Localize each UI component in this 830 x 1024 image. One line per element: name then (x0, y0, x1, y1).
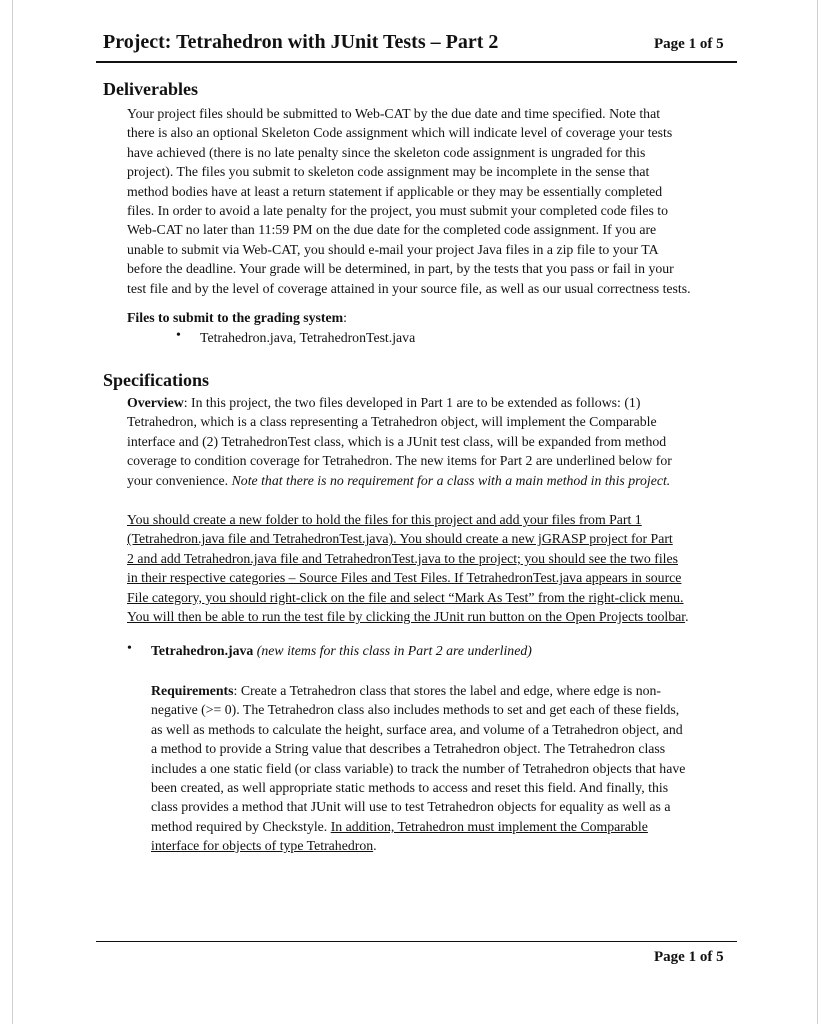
bullet-icon: • (176, 328, 181, 343)
requirements-line-plain: method required by Checkstyle. (151, 818, 331, 834)
setup-line: File category, you should right-click on the file and select “Mark As Test” from the right-click menu. (127, 589, 684, 605)
setup-line: 2 and add Tetrahedron.java file and TetrahedronTest.java to the project; you should see the two files (127, 550, 678, 566)
project-setup-paragraph (127, 510, 689, 626)
requirements-line-text: : Create a Tetrahedron class that stores the label and edge, where edge is non- (233, 683, 661, 698)
requirements-line: includes a one static field (or class variable) to track the number of Tetrahedron objects that have (151, 760, 686, 776)
requirements-line: been created, as well appropriate static methods to access and reset this field. And finally, this (151, 780, 669, 796)
specifications-heading: Specifications (103, 370, 209, 390)
requirements-line: negative (>= 0). The Tetrahedron class also includes methods to set and get each of these fields, (151, 702, 680, 718)
class-name: Tetrahedron.java (151, 643, 254, 658)
deliverables-line: before the deadline. Your grade will be determined, in part, by the tests that you pass or fail in your (127, 261, 674, 277)
overview-label: Overview (127, 395, 184, 410)
bullet-icon: • (127, 641, 132, 656)
header-page-number: Page 1 of 5 (654, 36, 724, 52)
setup-line: in their respective categories – Source Files and Test Files. If TetrahedronTest.java appears in source (127, 570, 682, 586)
files-label-colon: : (343, 310, 347, 325)
requirements-paragraph (151, 681, 685, 856)
requirements-line: as well as methods to calculate the height, surface area, and volume of a Tetrahedron object, and (151, 721, 683, 737)
setup-line: You should create a new folder to hold the files for this project and add your files from Part 1 (127, 512, 642, 527)
setup-line (127, 607, 689, 626)
footer-rule (96, 941, 737, 942)
overview-paragraph (127, 393, 672, 490)
requirements-label: Requirements (151, 683, 234, 698)
overview-line (127, 393, 672, 412)
overview-line-text: : In this project, the two files developed in Part 1 are to be extended as follows: (1) (183, 395, 641, 410)
requirements-line-underlined: In addition, Tetrahedron must implement the Comparable (330, 818, 648, 834)
setup-line-end: . (685, 609, 689, 625)
files-to-submit-label (127, 308, 347, 327)
header-rule (96, 61, 737, 63)
deliverables-line: unable to submit via Web-CAT, you should e-mail your project Java files in a zip file to your TA (127, 241, 659, 257)
deliverables-line: have achieved (there is no late penalty since the skeleton code assignment is ungraded for this (127, 144, 646, 160)
deliverables-line: method bodies have at least a return statement if applicable or they may be essentially completed (127, 183, 663, 199)
deliverables-line: there is also an optional Skeleton Code assignment which will indicate level of coverage your tests (127, 125, 673, 141)
requirements-line: a method to provide a String value that describes a Tetrahedron object. The Tetrahedron class (151, 741, 666, 757)
requirements-line-end: . (373, 838, 377, 854)
class-note: (new items for this class in Part 2 are underlined) (256, 643, 532, 658)
page-edge-left (12, 0, 13, 1024)
overview-line: interface and (2) TetrahedronTest class, which is a JUnit test class, will be expanded from method (127, 433, 667, 449)
requirements-line-underlined: interface for objects of type Tetrahedron (151, 838, 374, 854)
deliverables-line: Your project files should be submitted to Web-CAT by the due date and time specified. Note that (127, 106, 661, 121)
requirements-line (151, 836, 685, 855)
overview-note-italic: Note that there is no requirement for a class with a main method in this project. (231, 472, 671, 488)
footer-page-number: Page 1 of 5 (654, 949, 724, 965)
overview-line: coverage to condition coverage for Tetrahedron. The new items for Part 2 are underlined below for (127, 453, 672, 469)
requirements-line: class provides a method that JUnit will use to test Tetrahedron objects for equality as well as a (151, 799, 671, 815)
deliverables-line: test file and by the level of coverage attained in your source file, as well as our usual correctness tests. (127, 280, 691, 296)
setup-line: (Tetrahedron.java file and TetrahedronTest.java). You should create a new jGRASP project for Part (127, 531, 673, 547)
deliverables-line: project). The files you submit to skeleton code assignment may be incomplete in the sense that (127, 164, 650, 180)
deliverables-paragraph (127, 104, 691, 298)
requirements-line (151, 817, 685, 836)
class-bullet (151, 641, 532, 660)
deliverables-heading: Deliverables (103, 79, 198, 99)
header-title: Project: Tetrahedron with JUnit Tests – Part 2 (103, 31, 499, 53)
overview-line (127, 471, 672, 490)
requirements-line (151, 681, 685, 700)
page-edge-right (817, 0, 818, 1024)
overview-last-plain: your convenience. (127, 472, 232, 488)
files-label-text: Files to submit to the grading system (127, 310, 344, 325)
deliverables-line: Web-CAT no later than 11:59 PM on the due date for the completed code assignment. If you are (127, 222, 657, 238)
deliverables-line: files. In order to avoid a late penalty for the project, you must submit your completed code files to (127, 203, 668, 219)
overview-line: Tetrahedron, which is a class representing a Tetrahedron object, will implement the Comparable (127, 414, 657, 430)
files-list-item: Tetrahedron.java, TetrahedronTest.java (200, 330, 416, 345)
setup-line-text: You will then be able to run the test file by clicking the JUnit run button on the Open Projects toolbar (127, 609, 686, 625)
